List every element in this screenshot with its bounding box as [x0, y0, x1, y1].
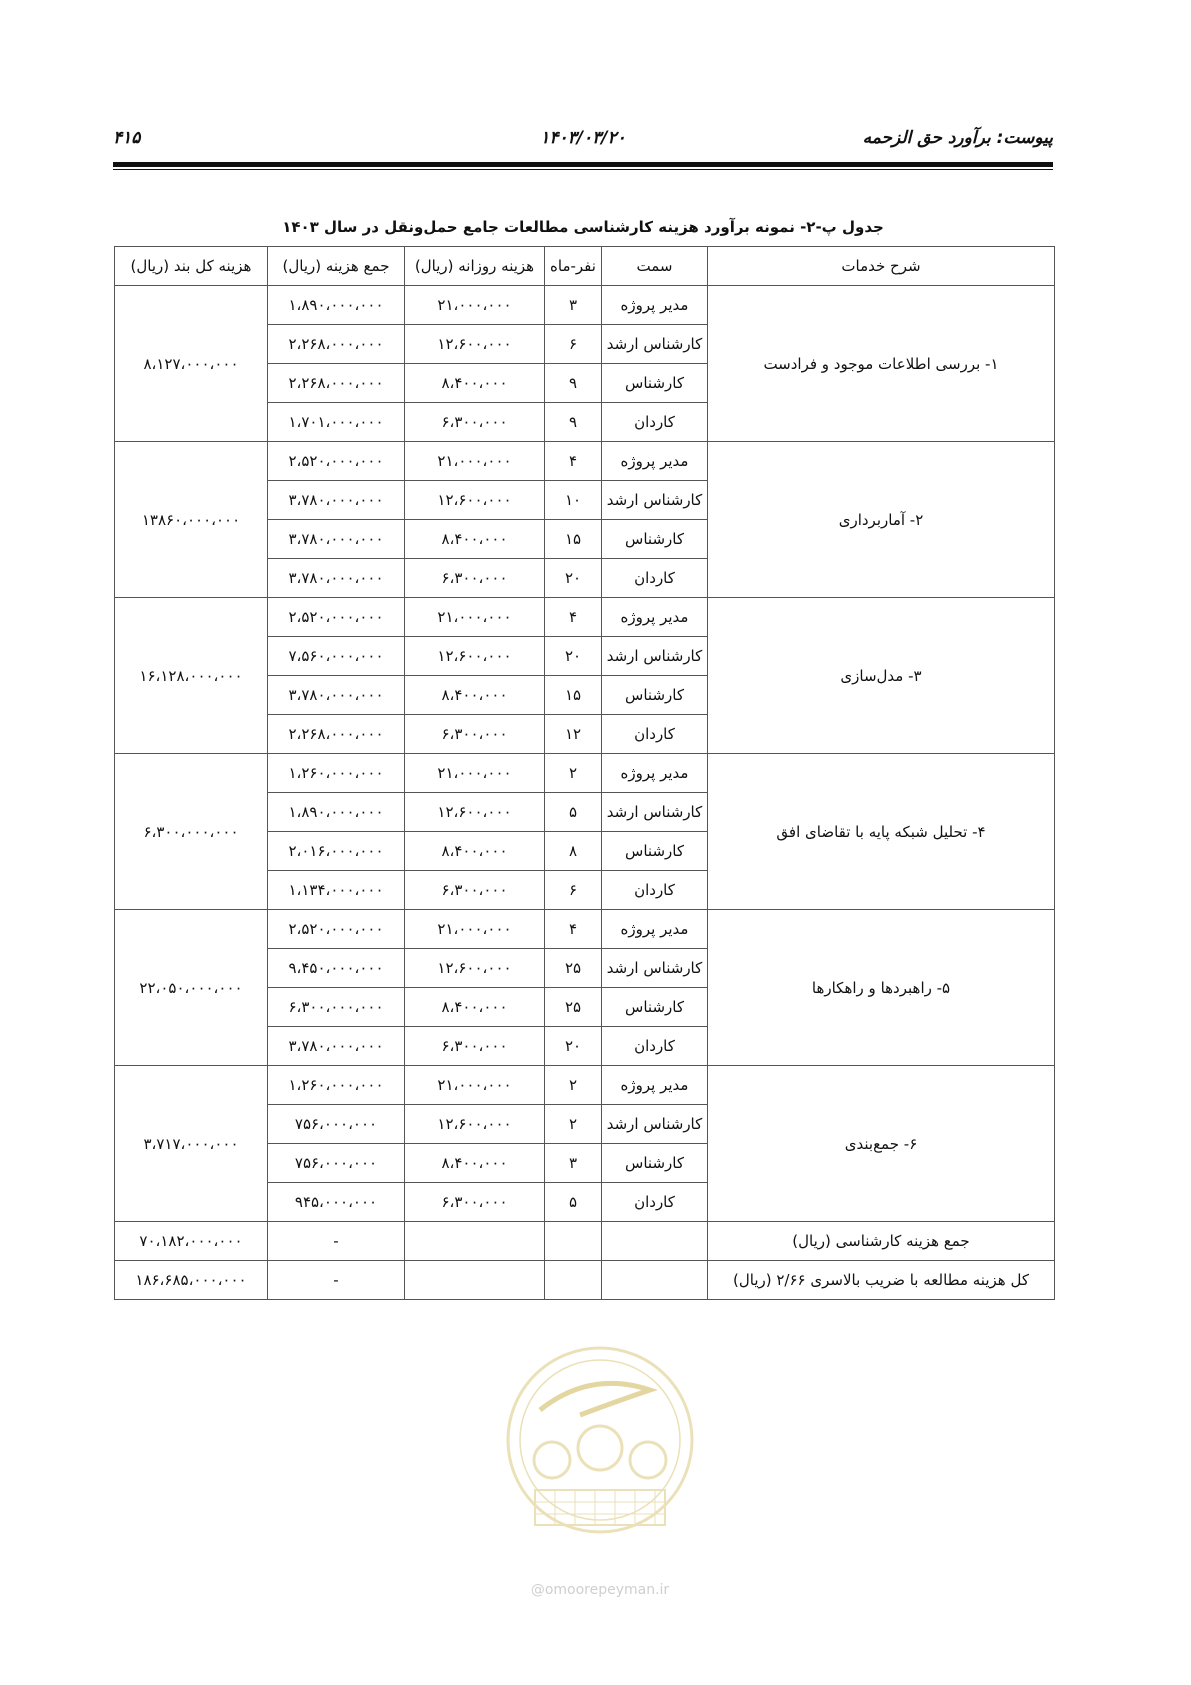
item-total-cell: ۶،۳۰۰،۰۰۰،۰۰۰ — [115, 754, 268, 910]
role-cell: کارشناس — [602, 832, 708, 871]
totals-row — [115, 1261, 1055, 1300]
daily-cost-cell: ۲۱،۰۰۰،۰۰۰ — [405, 442, 545, 481]
sum-cost-cell: ۱،۸۹۰،۰۰۰،۰۰۰ — [268, 793, 405, 832]
person-months-cell: ۲۰ — [545, 1027, 602, 1066]
person-months-cell: ۸ — [545, 832, 602, 871]
item-total-cell: ۸،۱۲۷،۰۰۰،۰۰۰ — [115, 286, 268, 442]
service-description-cell: ۱- بررسی اطلاعات موجود و فرادست — [708, 286, 1055, 442]
header-rule-thin — [113, 169, 1053, 170]
empty-cell — [405, 1261, 545, 1300]
table-caption: جدول پ-۲- نمونه برآورد هزینه کارشناسی مطالعات جامع حمل‌ونقل در سال ۱۴۰۳ — [282, 218, 884, 236]
person-months-cell: ۹ — [545, 364, 602, 403]
service-description-cell: ۳- مدل‌سازی — [708, 598, 1055, 754]
service-description-cell: ۵- راهبردها و راهکارها — [708, 910, 1055, 1066]
person-months-cell: ۲۰ — [545, 637, 602, 676]
role-cell: کاردان — [602, 715, 708, 754]
role-cell: کاردان — [602, 559, 708, 598]
header-title: پیوست: برآورد حق الزحمه — [862, 128, 1053, 148]
daily-cost-cell: ۱۲،۶۰۰،۰۰۰ — [405, 1105, 545, 1144]
daily-cost-cell: ۲۱،۰۰۰،۰۰۰ — [405, 910, 545, 949]
sum-cost-cell: ۲،۲۶۸،۰۰۰،۰۰۰ — [268, 325, 405, 364]
totals-row — [115, 1222, 1055, 1261]
totals-total-cell: ۱۸۶،۶۸۵،۰۰۰،۰۰۰ — [115, 1261, 268, 1300]
daily-cost-cell: ۱۲،۶۰۰،۰۰۰ — [405, 637, 545, 676]
sum-cost-cell: ۳،۷۸۰،۰۰۰،۰۰۰ — [268, 676, 405, 715]
sum-cost-cell: ۷۵۶،۰۰۰،۰۰۰ — [268, 1105, 405, 1144]
sum-cost-cell: ۲،۵۲۰،۰۰۰،۰۰۰ — [268, 598, 405, 637]
sum-cost-cell: ۳،۷۸۰،۰۰۰،۰۰۰ — [268, 481, 405, 520]
daily-cost-cell: ۱۲،۶۰۰،۰۰۰ — [405, 481, 545, 520]
daily-cost-cell: ۶،۳۰۰،۰۰۰ — [405, 1183, 545, 1222]
sum-cost-cell: ۱،۱۳۴،۰۰۰،۰۰۰ — [268, 871, 405, 910]
role-cell: مدیر پروژه — [602, 598, 708, 637]
person-months-cell: ۱۰ — [545, 481, 602, 520]
role-cell: کارشناس ارشد — [602, 325, 708, 364]
role-cell: کاردان — [602, 871, 708, 910]
service-description-cell: ۲- آماربرداری — [708, 442, 1055, 598]
totals-label-cell: کل هزینه مطالعه با ضریب بالاسری ۲/۶۶ (ریال) — [708, 1261, 1055, 1300]
person-months-cell: ۵ — [545, 793, 602, 832]
person-months-cell: ۶ — [545, 871, 602, 910]
daily-cost-cell: ۱۲،۶۰۰،۰۰۰ — [405, 793, 545, 832]
header-date: ۱۴۰۳/۰۳/۲۰ — [540, 128, 626, 148]
person-months-cell: ۱۵ — [545, 676, 602, 715]
daily-cost-cell: ۶،۳۰۰،۰۰۰ — [405, 871, 545, 910]
person-months-cell: ۳ — [545, 1144, 602, 1183]
column-header-daily-cost: هزینه روزانه (ریال) — [405, 247, 545, 286]
role-cell: کارشناس — [602, 676, 708, 715]
empty-cell — [545, 1222, 602, 1261]
daily-cost-cell: ۸،۴۰۰،۰۰۰ — [405, 520, 545, 559]
person-months-cell: ۳ — [545, 286, 602, 325]
column-header-description: شرح خدمات — [708, 247, 1055, 286]
column-header-person-months: نفر-ماه — [545, 247, 602, 286]
watermark-seal — [500, 1340, 700, 1570]
header-rule-thick — [113, 162, 1053, 167]
table-body — [115, 286, 1055, 1300]
role-cell: مدیر پروژه — [602, 286, 708, 325]
person-months-cell: ۴ — [545, 910, 602, 949]
role-cell: مدیر پروژه — [602, 1066, 708, 1105]
person-months-cell: ۱۵ — [545, 520, 602, 559]
daily-cost-cell: ۸،۴۰۰،۰۰۰ — [405, 364, 545, 403]
table-row — [115, 910, 1055, 949]
role-cell: کارشناس ارشد — [602, 793, 708, 832]
role-cell: کارشناس — [602, 1144, 708, 1183]
person-months-cell: ۲ — [545, 1105, 602, 1144]
sum-cost-cell: ۲،۵۲۰،۰۰۰،۰۰۰ — [268, 442, 405, 481]
column-header-role: سمت — [602, 247, 708, 286]
role-cell: کارشناس ارشد — [602, 949, 708, 988]
sum-cost-cell: ۹،۴۵۰،۰۰۰،۰۰۰ — [268, 949, 405, 988]
sum-cost-cell: ۱،۸۹۰،۰۰۰،۰۰۰ — [268, 286, 405, 325]
totals-sum-cell: - — [268, 1261, 405, 1300]
role-cell: کارشناس ارشد — [602, 1105, 708, 1144]
sum-cost-cell: ۲،۲۶۸،۰۰۰،۰۰۰ — [268, 364, 405, 403]
totals-label-cell: جمع هزینه کارشناسی (ریال) — [708, 1222, 1055, 1261]
item-total-cell: ۳،۷۱۷،۰۰۰،۰۰۰ — [115, 1066, 268, 1222]
role-cell: کارشناس — [602, 520, 708, 559]
service-description-cell: ۴- تحلیل شبکه پایه با تقاضای افق — [708, 754, 1055, 910]
sum-cost-cell: ۹۴۵،۰۰۰،۰۰۰ — [268, 1183, 405, 1222]
empty-cell — [545, 1261, 602, 1300]
sum-cost-cell: ۳،۷۸۰،۰۰۰،۰۰۰ — [268, 520, 405, 559]
daily-cost-cell: ۲۱،۰۰۰،۰۰۰ — [405, 754, 545, 793]
totals-total-cell: ۷۰،۱۸۲،۰۰۰،۰۰۰ — [115, 1222, 268, 1261]
person-months-cell: ۴ — [545, 598, 602, 637]
role-cell: مدیر پروژه — [602, 442, 708, 481]
role-cell: کارشناس — [602, 364, 708, 403]
column-header-sum-cost: جمع هزینه (ریال) — [268, 247, 405, 286]
daily-cost-cell: ۲۱،۰۰۰،۰۰۰ — [405, 286, 545, 325]
sum-cost-cell: ۶،۳۰۰،۰۰۰،۰۰۰ — [268, 988, 405, 1027]
daily-cost-cell: ۶،۳۰۰،۰۰۰ — [405, 559, 545, 598]
role-cell: مدیر پروژه — [602, 754, 708, 793]
person-months-cell: ۹ — [545, 403, 602, 442]
person-months-cell: ۲ — [545, 1066, 602, 1105]
sum-cost-cell: ۱،۲۶۰،۰۰۰،۰۰۰ — [268, 1066, 405, 1105]
daily-cost-cell: ۲۱،۰۰۰،۰۰۰ — [405, 598, 545, 637]
daily-cost-cell: ۸،۴۰۰،۰۰۰ — [405, 988, 545, 1027]
person-months-cell: ۲۵ — [545, 949, 602, 988]
sum-cost-cell: ۳،۷۸۰،۰۰۰،۰۰۰ — [268, 559, 405, 598]
daily-cost-cell: ۲۱،۰۰۰،۰۰۰ — [405, 1066, 545, 1105]
table-row — [115, 1066, 1055, 1105]
daily-cost-cell: ۱۲،۶۰۰،۰۰۰ — [405, 949, 545, 988]
page-number: ۴۱۵ — [113, 128, 141, 148]
table-row — [115, 286, 1055, 325]
table-row — [115, 754, 1055, 793]
daily-cost-cell: ۶،۳۰۰،۰۰۰ — [405, 715, 545, 754]
page-header — [113, 128, 1053, 152]
daily-cost-cell: ۸،۴۰۰،۰۰۰ — [405, 1144, 545, 1183]
person-months-cell: ۱۲ — [545, 715, 602, 754]
item-total-cell: ۱۶،۱۲۸،۰۰۰،۰۰۰ — [115, 598, 268, 754]
role-cell: کارشناس ارشد — [602, 481, 708, 520]
sum-cost-cell: ۷،۵۶۰،۰۰۰،۰۰۰ — [268, 637, 405, 676]
watermark-url: @omoorepeyman.ir — [530, 1582, 670, 1598]
empty-cell — [602, 1222, 708, 1261]
person-months-cell: ۲۰ — [545, 559, 602, 598]
person-months-cell: ۵ — [545, 1183, 602, 1222]
table-header-row — [115, 247, 1055, 286]
table-row — [115, 598, 1055, 637]
item-total-cell: ۱۳۸۶۰،۰۰۰،۰۰۰ — [115, 442, 268, 598]
role-cell: کارشناس — [602, 988, 708, 1027]
daily-cost-cell: ۶،۳۰۰،۰۰۰ — [405, 403, 545, 442]
role-cell: کارشناس ارشد — [602, 637, 708, 676]
daily-cost-cell: ۱۲،۶۰۰،۰۰۰ — [405, 325, 545, 364]
totals-sum-cell: - — [268, 1222, 405, 1261]
sum-cost-cell: ۱،۷۰۱،۰۰۰،۰۰۰ — [268, 403, 405, 442]
role-cell: مدیر پروژه — [602, 910, 708, 949]
person-months-cell: ۲ — [545, 754, 602, 793]
daily-cost-cell: ۸،۴۰۰،۰۰۰ — [405, 676, 545, 715]
service-description-cell: ۶- جمع‌بندی — [708, 1066, 1055, 1222]
table-row — [115, 442, 1055, 481]
item-total-cell: ۲۲،۰۵۰،۰۰۰،۰۰۰ — [115, 910, 268, 1066]
daily-cost-cell: ۸،۴۰۰،۰۰۰ — [405, 832, 545, 871]
person-months-cell: ۴ — [545, 442, 602, 481]
person-months-cell: ۲۵ — [545, 988, 602, 1027]
role-cell: کاردان — [602, 403, 708, 442]
person-months-cell: ۶ — [545, 325, 602, 364]
sum-cost-cell: ۷۵۶،۰۰۰،۰۰۰ — [268, 1144, 405, 1183]
role-cell: کاردان — [602, 1183, 708, 1222]
sum-cost-cell: ۲،۰۱۶،۰۰۰،۰۰۰ — [268, 832, 405, 871]
sum-cost-cell: ۱،۲۶۰،۰۰۰،۰۰۰ — [268, 754, 405, 793]
empty-cell — [405, 1222, 545, 1261]
cost-estimate-table — [114, 246, 1055, 1300]
daily-cost-cell: ۶،۳۰۰،۰۰۰ — [405, 1027, 545, 1066]
sum-cost-cell: ۲،۲۶۸،۰۰۰،۰۰۰ — [268, 715, 405, 754]
column-header-item-total: هزینه کل بند (ریال) — [115, 247, 268, 286]
sum-cost-cell: ۲،۵۲۰،۰۰۰،۰۰۰ — [268, 910, 405, 949]
empty-cell — [602, 1261, 708, 1300]
sum-cost-cell: ۳،۷۸۰،۰۰۰،۰۰۰ — [268, 1027, 405, 1066]
role-cell: کاردان — [602, 1027, 708, 1066]
